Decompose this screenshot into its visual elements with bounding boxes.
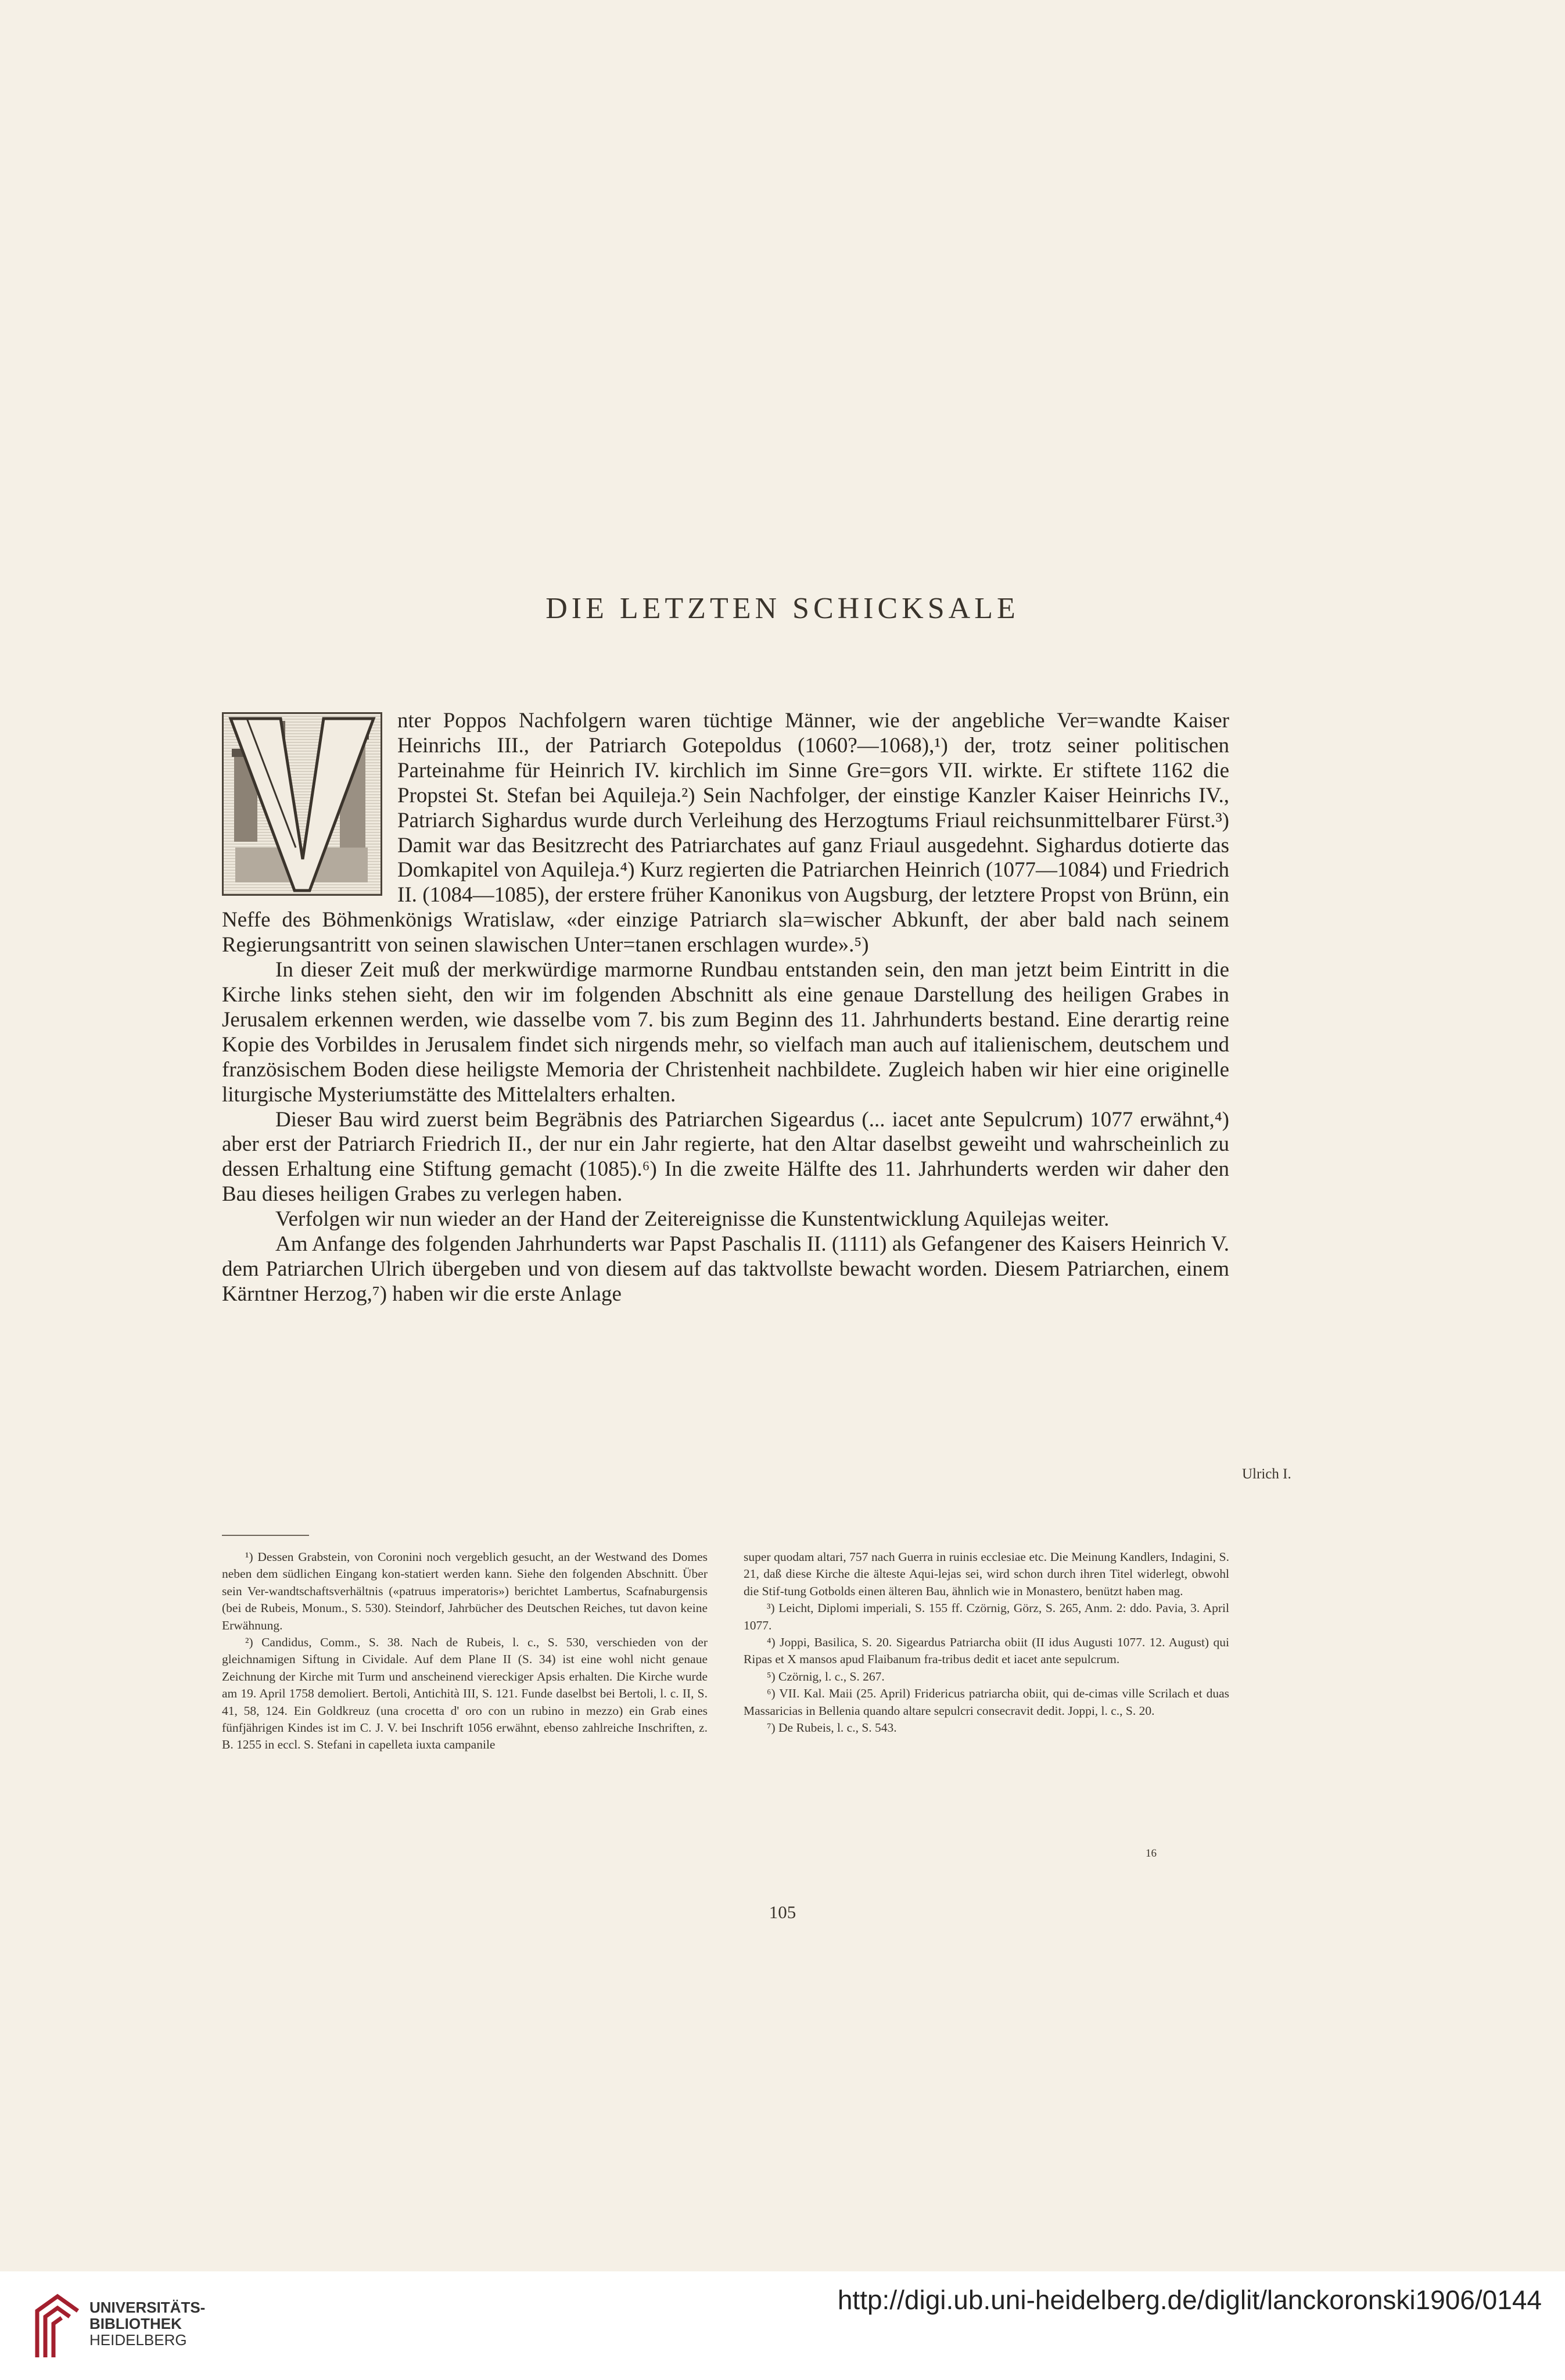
footnotes-right-column [744,1549,1229,1736]
library-logo-text [89,2299,205,2348]
logo-line: UNIVERSITÄTS- [89,2299,206,2316]
margin-note: Ulrich I. [1242,1466,1291,1482]
footnote: ¹) Dessen Grabstein, von Coronini noch vergeblich gesucht, an der Westwand des Domes neben dem südlichen Eingang kon-statiert werden kann. Siehe den folgenden Abschnitt. Über sein Ver-wandtschaftsverhältnis («patruus imperatoris») berichtet Lambertus, Scafnaburgensis (bei de Rubeis, Monum., S. 530). Steindorf, Jahrbücher des Deutschen Reiches, tut davon keine Erwähnung. [222,1550,708,1632]
footnote: ⁵) Czörnig, l. c., S. 267. [767,1669,885,1683]
paragraph-3: Dieser Bau wird zuerst beim Begräbnis des Patriarchen Sigeardus (... iacet ante Sepulcrum) 1077 erwähnt,⁴) aber erst der Patriarch Friedrich II., der nur ein Jahr regierte, hat den Altar daselbst geweiht und wahrscheinlich zu dessen Erhaltung eine Stiftung gemacht (1085).⁶) In die zweite Hälfte des 11. Jahrhunderts werden wir daher den Bau dieses heiligen Grabes zu verlegen haben. [222,1107,1229,1207]
permalink-url[interactable]: http://digi.ub.uni-heidelberg.de/diglit/lanckoronski1906/0144 [837,2285,1542,2315]
paragraph-1: nter Poppos Nachfolgern waren tüchtige Männer, wie der angebliche Ver=wandte Kaiser Heinrichs III., der Patriarch Gotepoldus (1060?—1068),¹) der, trotz seiner politischen Parteinahme für Heinrich IV. kirchlich im Sinne Gre=gors VII. wirkte. Er stiftete 1162 die Propstei St. Stefan bei Aquileja.²) Sein Nachfolger, der einstige Kanzler Kaiser Heinrichs IV., Patriarch Sighardus wurde durch Verleihung des Herzogtums Friaul reichsunmittelbarer Fürst.³) Damit war das Besitzrecht des Patriarchates auf ganz Friaul ausgedehnt. Sighardus dotierte das Domkapitel von Aquileja.⁴) Kurz regierten die Patriarchen Heinrich (1077—1084) und Friedrich II. (1084—1085), der erstere früher Kanonikus von Augsburg, der letztere Propst von Brünn, ein Neffe des Böhmenkönigs Wratislaw, «der einzige Patriarch sla=wischer Abkunft, der aber bald nach seinem Regierungsantritt von seinen slawischen Unter=tanen erschlagen wurde».⁵) [222,709,1229,957]
library-logo-icon [31,2288,84,2363]
logo-line: HEIDELBERG [89,2331,187,2349]
footnote: ⁶) VII. Kal. Maii (25. April) Fridericus patriarcha obiit, qui de-cimas ville Scrilach et duas Massaricias in Bellenia quando altare sepulcri consecravit dedit. Joppi, l. c., S. 20. [744,1686,1229,1718]
logo-line: BIBLIOTHEK [89,2315,182,2332]
signature-mark: 16 [1146,1847,1157,1860]
decorated-initial-v-icon [222,712,382,896]
paragraph-2: In dieser Zeit muß der merkwürdige marmorne Rundbau entstanden sein, den man jetzt beim Eintritt in die Kirche links stehen sieht, den wir im folgenden Abschnitt als eine genaue Darstellung des heiligen Grabes in Jerusalem erkennen werden, wie dasselbe vom 7. bis zum Beginn des 11. Jahrhunderts bestand. Eine derartig reine Kopie des Vorbildes in Jerusalem findet sich nirgends mehr, so vielfach man auch auf italienischem, deutschem und französischem Boden diese heiligste Memoria der Christenheit nachbildete. Zugleich haben wir hier eine originelle liturgische Mysteriumstätte des Mittelalters erhalten. [222,958,1229,1107]
library-logo[interactable] [31,2288,223,2363]
footnote: ³) Leicht, Diplomi imperiali, S. 155 ff. Czörnig, Görz, S. 265, Anm. 2: ddo. Pavia, 3. April 1077. [744,1601,1229,1632]
page-number: 105 [769,1902,796,1922]
footnote: ⁴) Joppi, Basilica, S. 20. Sigeardus Patriarcha obiit (II idus Augusti 1077. 12. August) qui Ripas et X mansos apud Flaibanum fra-tribus dedit et iacet ante sepulcrum. [744,1635,1229,1667]
paragraph-4: Verfolgen wir nun wieder an der Hand der Zeitereignisse die Kunstentwicklung Aquilejas weiter. [275,1207,1110,1232]
footnote-rule [222,1535,309,1536]
paragraph-5: Am Anfange des folgenden Jahrhunderts war Papst Paschalis II. (1111) als Gefangener des Kaisers Heinrich V. dem Patriarchen Ulrich übergeben und von diesem auf das taktvollste bewacht worden. Diesem Patriarchen, einem Kärntner Herzog,⁷) haben wir die erste Anlage [222,1232,1229,1306]
footnotes-left-column [222,1549,708,1754]
chapter-heading: DIE LETZTEN SCHICKSALE [545,592,1020,625]
footnote: ²) Candidus, Comm., S. 38. Nach de Rubeis, l. c., S. 530, verschieden von der gleichnamigen Siftung in Cividale. Auf dem Plane II (S. 34) ist eine wohl nicht genaue Zeichnung der Kirche mit Turm und anscheinend viereckiger Apsis erhalten. Die Kirche wurde am 19. April 1758 demoliert. Bertoli, Antichità III, S. 121. Funde daselbst bei Bertoli, l. c. II, S. 41, 58, 124. Ein Goldkreuz (una crocetta d' oro con un rubino in mezzo) ein Grab eines fünfjährigen Kindes ist im C. J. V. bei Inschrift 1056 erwähnt, ebenso zahlreiche Inschriften, z. B. 1255 in eccl. S. Stefani in capelleta iuxta campanile [222,1635,708,1752]
main-text [222,709,1229,1307]
footnote: ⁷) De Rubeis, l. c., S. 543. [767,1721,897,1735]
footnote: super quodam altari, 757 nach Guerra in ruinis ecclesiae etc. Die Meinung Kandlers, Indagini, S. 21, daß diese Kirche die älteste Aqui-lejas sei, wird schon durch ihren Titel widerlegt, obwohl die Stif-tung Gotbolds einen älteren Bau, ähnlich wie in Monastero, benützt haben mag. [744,1550,1229,1598]
viewer-footer [0,2271,1565,2380]
